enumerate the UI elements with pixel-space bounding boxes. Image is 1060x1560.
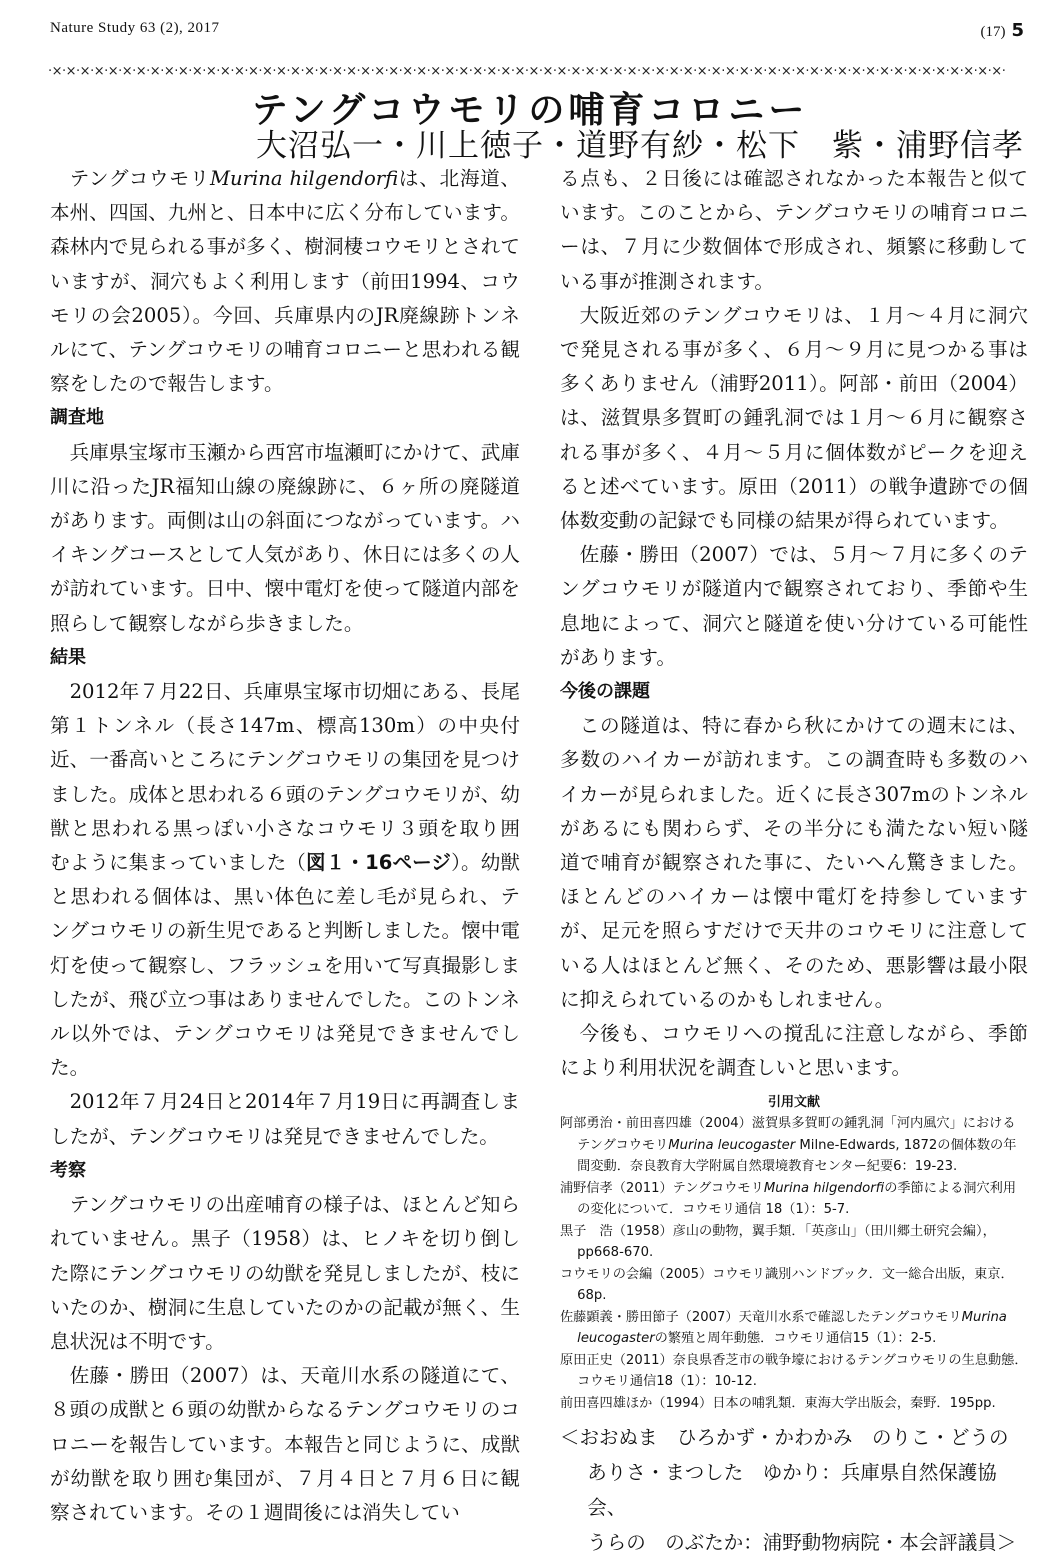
article-authors: 大沼弘一・川上徳子・道野有紗・松下 紫・浦野信孝 bbox=[256, 128, 1024, 164]
section-heading-result: 結果 bbox=[50, 646, 86, 668]
discussion-paragraph-1: テングコウモリの出産哺育の様子は、ほとんど知られていません。黒子（1958）は、ヒノキを切り倒した際にテングコウモリの幼獣を発見しましたが、枝にいたのか、樹洞に生息していたのかの記載が無く、生息状況は不明です。 bbox=[50, 1193, 520, 1353]
section-heading-future: 今後の課題 bbox=[560, 681, 650, 703]
journal-citation: Nature Study 63 (2), 2017 bbox=[50, 20, 220, 36]
section-heading-site: 調査地 bbox=[50, 407, 104, 429]
reference-item bbox=[560, 1113, 1028, 1178]
intro-paragraph bbox=[50, 162, 520, 401]
right-column bbox=[560, 162, 1028, 1560]
result-paragraph bbox=[50, 675, 520, 1085]
left-column bbox=[50, 162, 520, 1530]
page-label: (17) bbox=[980, 24, 1006, 40]
reference-text: 浦野信孝（2011）テングコウモリ bbox=[560, 1180, 764, 1196]
page-number-value: 5 bbox=[1011, 20, 1024, 41]
page-header bbox=[50, 20, 1024, 46]
references-list bbox=[560, 1113, 1028, 1414]
affiliation-line: ＜おおぬま ひろかず・かわかみ のりこ・どうの bbox=[560, 1426, 1009, 1450]
reference-text: 阿部勇治・前田喜四雄（2004）滋賀県多賀町の鍾乳洞「河内風穴」におけるテングコウモリ bbox=[560, 1116, 1016, 1153]
species-name: Murina leucogaster bbox=[668, 1137, 796, 1153]
result-text-cont: ）。幼獣と思われる個体は、黒い体色に差し毛が見られ、テングコウモリの新生児であると判断しました。懐中電灯を使って観察し、フラッシュを用いて写真撮影しましたが、飛び立つ事はありませんでした。このトンネル以外では、テングコウモリは発見できませんでした。 bbox=[50, 851, 521, 1080]
references-heading: 引用文献 bbox=[767, 1095, 820, 1111]
reference-item bbox=[560, 1178, 1028, 1221]
reference-text-cont: の季節による洞穴利用の変化について．コウモリ通信 18（1）：5-7. bbox=[577, 1180, 1017, 1218]
result-text: 2012年７月22日、兵庫県宝塚市切畑にある、長尾第１トンネル（長さ147m、標高130m）の中央付近、一番高いところにテングコウモリの集団を見つけました。成体と思われる６頭のテングコウモリが、幼獣と思われる黒っぽい小さなコウモリ３頭を取り囲むように集まっていました（ bbox=[50, 680, 520, 875]
affiliation-line: うらの のぶたか：浦野動物病院・本会評議員＞ bbox=[587, 1531, 1017, 1555]
reference-text: 佐藤顕義・勝田節子（2007）天竜川水系で確認したテングコウモリ bbox=[560, 1309, 962, 1325]
species-name: Murina hilgendorfi bbox=[763, 1180, 885, 1196]
reference-text-cont: Milne-Edwards, 1872の個体数の年間変動．奈良教育大学附属自然環境教育センター紀要6：19-23. bbox=[577, 1137, 1017, 1175]
species-name: Murina leucogaster bbox=[577, 1309, 1007, 1347]
reference-item: 黒子 浩（1958）彦山の動物，翼手類．「英彦山」（田川郷土研究会編），pp668-670. bbox=[560, 1223, 996, 1261]
decorative-divider: ·×·×·×·×·×·×·×·×·×·×·×·×·×·×·×·×·×·×·×·×·×·×·×·×·×·×·×·×·×·×·×·×·×·×·×·×·×·×·×·×·×·×·×·×·×·×·×·×·×·×·×·×·×·×·×·×·×·×·×·×·×·×·×·×·×·×·×·×· bbox=[48, 64, 1006, 79]
future-paragraph-2: 今後も、コウモリへの撹乱に注意しながら、季節により利用状況を調査しいと思います。 bbox=[560, 1022, 1028, 1080]
species-name: Murina hilgendorfi bbox=[209, 167, 399, 190]
future-paragraph-1: この隧道は、特に春から秋にかけての週末には、多数のハイカーが訪れます。この調査時も多数のハイカーが見られました。近くに長さ307mのトンネルがあるにも関わらず、その半分にも満たない短い隧道で哺育が観察された事に、たいへん驚きました。ほとんどのハイカーは懐中電灯を持参していますが、足元を照らすだけで天井のコウモリに注意している人はほとんど無く、そのため、悪影響は最小限に抑えられているのかもしれません。 bbox=[560, 714, 1028, 1011]
figure-reference: 図１・16ページ bbox=[306, 851, 452, 875]
article-title: テングコウモリの哺育コロニー bbox=[251, 90, 809, 131]
author-affiliations bbox=[560, 1420, 1028, 1560]
reference-item: コウモリの会編（2005）コウモリ識別ハンドブック．文一総合出版，東京．68p. bbox=[560, 1266, 1014, 1304]
reference-text-cont: の繁殖と周年動態．コウモリ通信15（1）：2-5. bbox=[654, 1331, 937, 1347]
section-heading-discussion: 考察 bbox=[50, 1159, 86, 1181]
discussion-paragraph-2: 佐藤・勝田（2007）は、天竜川水系の隧道にて、８頭の成獣と６頭の幼獣からなるテングコウモリのコロニーを報告しています。本報告と同じように、成獣が幼獣を取り囲む集団が、７月４日と７月６日に観察されています。その１週間後には消失してい bbox=[50, 1364, 520, 1524]
result-paragraph-2: 2012年７月24日と2014年７月19日に再調査しましたが、テングコウモリは発見できませんでした。 bbox=[50, 1090, 520, 1148]
site-paragraph: 兵庫県宝塚市玉瀬から西宮市塩瀬町にかけて、武庫川に沿ったJR福知山線の廃線跡に、６ヶ所の廃隧道があります。両側は山の斜面につながっています。ハイキングコースとして人気があり、休日には多くの人が訪れています。日中、懐中電灯を使って隧道内部を照らして観察しながら歩きました。 bbox=[50, 440, 520, 635]
intro-text: テングコウモリ bbox=[69, 167, 210, 190]
discussion-paragraph-4: 佐藤・勝田（2007）では、５月～７月に多くのテングコウモリが隧道内で観察されており、季節や生息地によって、洞穴と隧道を使い分けている可能性があります。 bbox=[560, 543, 1028, 669]
affiliation-line: ありさ・まつした ゆかり：兵庫県自然保護協会、 bbox=[587, 1461, 997, 1520]
discussion-paragraph-3: 大阪近郊のテングコウモリは、１月～４月に洞穴で発見される事が多く、６月～９月に見つかる事は多くありません（浦野2011）。阿部・前田（2004）は、滋賀県多賀町の鍾乳洞では１月～６月に観察される事が多く、４月～５月に個体数がピークを迎えると述べています。原田（2011）の戦争遺跡での個体数変動の記録でも同様の結果が得られています。 bbox=[560, 303, 1028, 533]
reference-item bbox=[560, 1307, 1028, 1350]
intro-text-cont: は、北海道、本州、四国、九州と、日本中に広く分布しています。森林内で見られる事が多く、樹洞棲コウモリとされていますが、洞穴もよく利用します（前田1994、コウモリの会2005）。今回、兵庫県内のJR廃線跡トンネルにて、テングコウモリの哺育コロニーと思われる観察をしたので報告します。 bbox=[50, 167, 521, 396]
reference-item: 原田正史（2011）奈良県香芝市の戦争壕におけるテングコウモリの生息動態．コウモリ通信18（1）：10-12. bbox=[560, 1352, 1028, 1390]
discussion-paragraph-2-cont: る点も、２日後には確認されなかった本報告と似ています。このことから、テングコウモリの哺育コロニーは、７月に少数個体で形成され、頻繁に移動している事が推測されます。 bbox=[560, 167, 1028, 293]
reference-item: 前田喜四雄ほか（1994）日本の哺乳類．東海大学出版会，秦野．195pp. bbox=[560, 1395, 996, 1411]
page-number bbox=[980, 20, 1024, 41]
